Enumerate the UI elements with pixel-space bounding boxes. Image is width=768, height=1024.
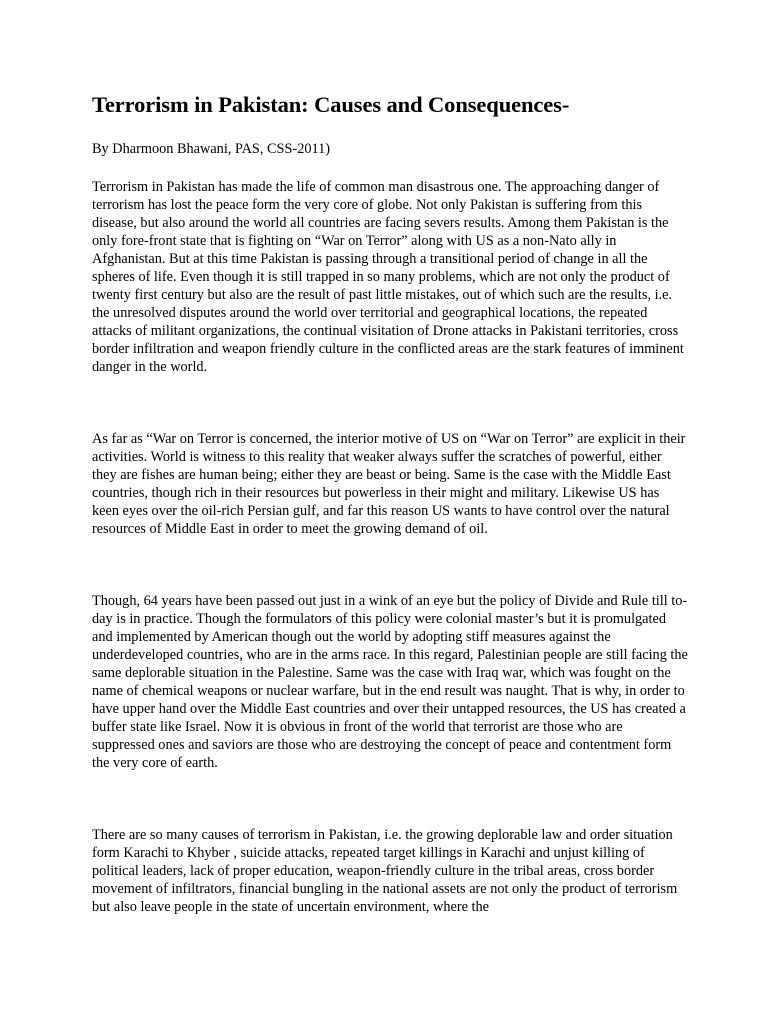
paragraph-2: As far as “War on Terror is concerned, the interior motive of US on “War on Terror” are explicit in their activities. World is witness to this reality that weaker always suffer the scratches of powerful, either they are fishes are human being; either they are beast or being. Same is the case with the Middle East countries, though rich in their resources but powerless in their might and military. Likewise US has keen eyes over the oil-rich Persian gulf, and far this reason US wants to have control over the natural resources of Middle East in order to meet the growing demand of oil. — [92, 431, 686, 537]
paragraph-4: There are so many causes of terrorism in Pakistan, i.e. the growing deplorable law and order situation form Karachi to Khyber , suicide attacks, repeated target killings in Karachi and unjust killing of political leaders, lack of proper education, weapon-friendly culture in the tribal areas, cross border movement of infiltrators, financial bungling in the national assets are not only the product of terrorism but also leave people in the state of uncertain environment, where the — [92, 827, 678, 915]
paragraph-1: Terrorism in Pakistan has made the life of common man disastrous one. The approaching danger of terrorism has lost the peace form the very core of globe. Not only Pakistan is suffering from this disease, but also around the world all countries are facing severs results. Among them Pakistan is the only fore-front state that is fighting on “War on Terror” along with US as a non-Nato ally in Afghanistan. But at this time Pakistan is passing through a transitional period of change in all the spheres of life. Even though it is still trapped in so many problems, which are not only the product of twenty first century but also are the result of past little mistakes, out of which such are the results, i.e. the unresolved disputes around the world over territorial and geographical locations, the repeated attacks of militant organizations, the continual visitation of Drone attacks in Pakistani territories, cross border infiltration and weapon friendly culture in the conflicted areas are the stark features of imminent danger in the world. — [92, 179, 684, 375]
author-byline: By Dharmoon Bhawani, PAS, CSS-2011) — [92, 141, 331, 157]
paragraph-3: Though, 64 years have been passed out just in a wink of an eye but the policy of Divide and Rule till to-day is in practice. Though the formulators of this policy were colonial master’s but it is promulgated and implemented by American though out the world by adopting stiff measures against the underdeveloped countries, who are in the arms race. In this regard, Palestinian people are still facing the same deplorable situation in the Palestine. Same was the case with Iraq war, which was fought on the name of chemical weapons or nuclear warfare, but in the end result was naught. That is why, in order to have upper hand over the Middle East countries and over their untapped resources, the US has created a buffer state like Israel. Now it is obvious in front of the world that terrorist are those who are suppressed ones and saviors are those who are destroying the concept of peace and contentment form the very core of earth. — [92, 593, 688, 771]
document-title: Terrorism in Pakistan: Causes and Consequences- — [92, 92, 570, 117]
document-page — [92, 90, 688, 916]
